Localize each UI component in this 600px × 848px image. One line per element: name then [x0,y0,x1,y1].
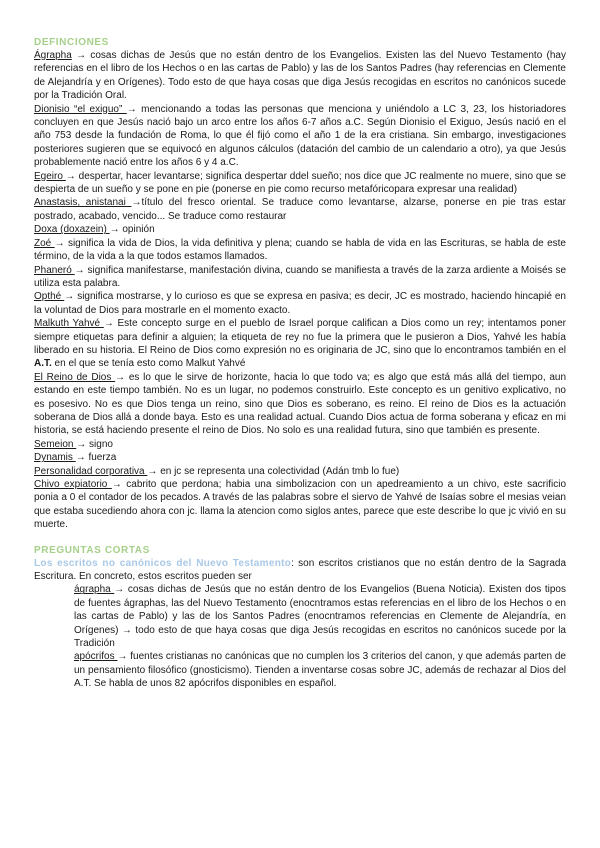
definition-term: Doxa (doxazein) [34,224,110,236]
definition-text: en jc se representa una colectividad (Adán tmb lo fue) [160,465,400,477]
question-text: : son escritos cristianos que no están dentro de la Sagrada Escritura. En concreto, estos escritos pueden ser [34,557,566,583]
definition-semeion [34,438,566,451]
definition-text: signo [89,438,113,450]
definition-text-tail: en el que se tenía esto como Malkut Yahvé [51,358,246,370]
arrow: → [71,50,91,61]
arrow: → [64,291,78,303]
arrow: → [65,170,79,182]
definition-text: mencionando a todas las personas que menciona y uniéndolo a LC 3, 23, los historiadores concluyen en que Jesús nació bajo un arco entre los años 6-7 años a.C. Según Dionisio el Exiguo, Jesús nació en el año 753 desde la fundación de Roma, lo que él fijó como el año 1 de la era cristiana. Sin embargo, investigaciones posteriores sugieren que se equivocó en algunos cálculos (datación del cambio de un calendario a otro), ya que Jesús probablemente nació entre los años 6 y 4 a.C. [34,103,566,169]
definition-text: significa mostrarse, y lo curioso es que se expresa en pasiva; es decir, JC es mostrado, haciendo hincapié en la voluntad de Dios para mostrarle en el momento exacto. [34,291,566,316]
question-item-term: apócrifos [74,651,118,663]
section-spacer [34,532,566,544]
arrow: → [103,318,118,330]
question-item-text: fuentes cristianas no canónicas que no cumplen los 3 criterios del canon, y que además parten de un pensamiento filosófico (gnosticismo). Tienden a inventarse cosas sobre JC, además de rechazar al Dios del A.T. Se habla de unos 82 apócrifos disponibles en español. [74,651,566,690]
definition-term: Phaneró [34,264,75,276]
definition-term: Semeion [34,438,77,450]
definition-term: Egeiro [34,170,66,182]
definition-opthe [34,290,566,317]
definition-doxa [34,223,566,236]
definition-dionisio [34,103,566,170]
question-item-agrapha [34,583,566,650]
arrow: → [131,197,142,209]
definition-text: cabrito que perdona; habia una simbolizacion con un apedreamiento a un chivo, este sacrificio ponia a 0 el contador de los pecados. A través de las palabras sobre el siervo de Yahvé de Isaías sobre el mesias veian que estaba sucediendo ahora con jc. llama la atencion como siglos antes, parece que este describe lo que jc vivió en su muerte. [34,479,567,531]
arrow: → [76,438,90,450]
definition-term: Chivo expiatorio [34,479,112,490]
definition-term: Zoé [34,237,55,249]
arrow: → [115,371,129,383]
definition-chivo-expiatorio [34,478,566,532]
question-item-text: cosas dichas de Jesús que no están dentro de los Evangelios (Buena Noticia). Existen dos tipos de fuentes ágraphas, las del Nuevo Testamento (enocntramos estas referencias en el libro de los Hechos o en las cartas de Pablo) y las de los Santos Padres (enocntramos referencias en Clemente de Alejandría, en Orígenes) → todo esto de que haya cosas que diga Jesús recogidas en escritos no canónicos sucede por la Tradición [74,584,566,650]
definition-term: Ágrapha [34,50,72,61]
question-item-term: ágrapha [74,584,115,596]
definition-text: cosas dichas de Jesús que no están dentro de los Evangelios. Existen las del Nuevo Testamento (hay referencias en el libro de los Hechos o en las cartas de Pablo) y las de los Santos Padres (hay referencias en Clemente de Alejandría y en Orígenes). Todo esto de que haya cosas que diga Jesús recogidas en escritos no canónicos sucede por la Tradición Oral. [34,50,566,102]
question-item-apocrifos [34,650,566,690]
definition-term: Opthé [34,291,65,303]
definition-text: significa la vida de Dios, la vida definitiva y plena; cuando se habla de vida en las Escrituras, se habla de este término, de la vida a la que todos estamos llamados. [34,237,566,263]
definition-text: fuerza [88,452,117,464]
arrow: → [75,452,89,464]
definition-anastasis [34,196,566,223]
definition-term: Malkuth Yahvé [34,318,104,330]
definition-text: es lo que le sirve de horizonte, hacia lo que todo va; es algo que está más allá del tiempo, aun estando en este tiempo también. No es un lugar, no podemos construirlo. Este concepto es un genitivo explicativo, no es posesivo. No es que Dios tenga un reino, sino que Dios es soberano, es reino. El reino de Dios es la actuación soberana de Dios allá a donde baya. Esto es una realidad actual. Cuando Dios actua de forma soberana y eficaz en mi historia, se está haciendo presente el reino de Dios. No solo es una realidad futura, sino que también es presente. [34,371,567,437]
definition-text: título del fresco oriental. Se traduce como levantarse, alzarse, ponerse en pie tras estar postrado, acabado, vencido... Se traduce como restaurar [34,197,566,222]
arrow: → [54,237,68,249]
definition-agrapha [34,49,566,103]
section-title-definiciones: DEFINCIONES [34,37,109,48]
arrow: → [117,651,131,663]
question-term: Los escritos no canónicos del Nuevo Testamento [34,557,292,569]
definition-term: Dynamis [34,452,76,464]
definition-text: despertar, hacer levantarse; significa despertar ddel sueño; nos dice que JC realmente no muere, sino que se despierta de un sueño y se pone en pie (ponerse en pie como recurso metafóricopara expresar una realidad) [34,170,566,196]
section-title-preguntas: PREGUNTAS CORTAS [34,544,150,556]
definition-egeiro [34,170,566,197]
arrow: → [114,584,128,596]
arrow: → [109,224,123,236]
arrow: → [126,103,142,115]
definition-text: significa manifestarse, manifestación divina, cuando se manifiesta a través de la zarza ardiente a Moisés se utiliza esta palabra. [34,264,567,289]
definition-malkuth-yahve [34,317,566,371]
question-intro [34,557,566,584]
definition-phanero [34,264,566,291]
definition-term: Personalidad corporativa [34,465,148,477]
definition-term: El Reino de Dios [34,371,116,383]
definition-text: opinión [122,224,155,236]
arrow: → [111,479,127,490]
definition-dynamis [34,451,566,464]
definition-text: Este concepto surge en el pueblo de Israel porque califican a Dios como un rey; intentamos poner siempre etiquetas para definir a alguien; la etiqueta de rey no fue la primera que le pusieron a Dios, Yahvé les había liberado en su historia. El Reino de Dios como expresión no es originaria de JC, sino que lo encontramos también en el [34,318,567,356]
arrow: → [74,264,88,276]
definition-term: Anastasis, anistanai [34,197,132,209]
definition-personalidad-corporativa [34,465,566,478]
definition-term: Dionisio “el exiguo” [34,103,127,115]
bold-abbreviation: A.T. [34,358,52,370]
arrow: → [147,465,161,477]
definition-reino-de-dios [34,371,566,438]
definition-zoe [34,237,566,264]
